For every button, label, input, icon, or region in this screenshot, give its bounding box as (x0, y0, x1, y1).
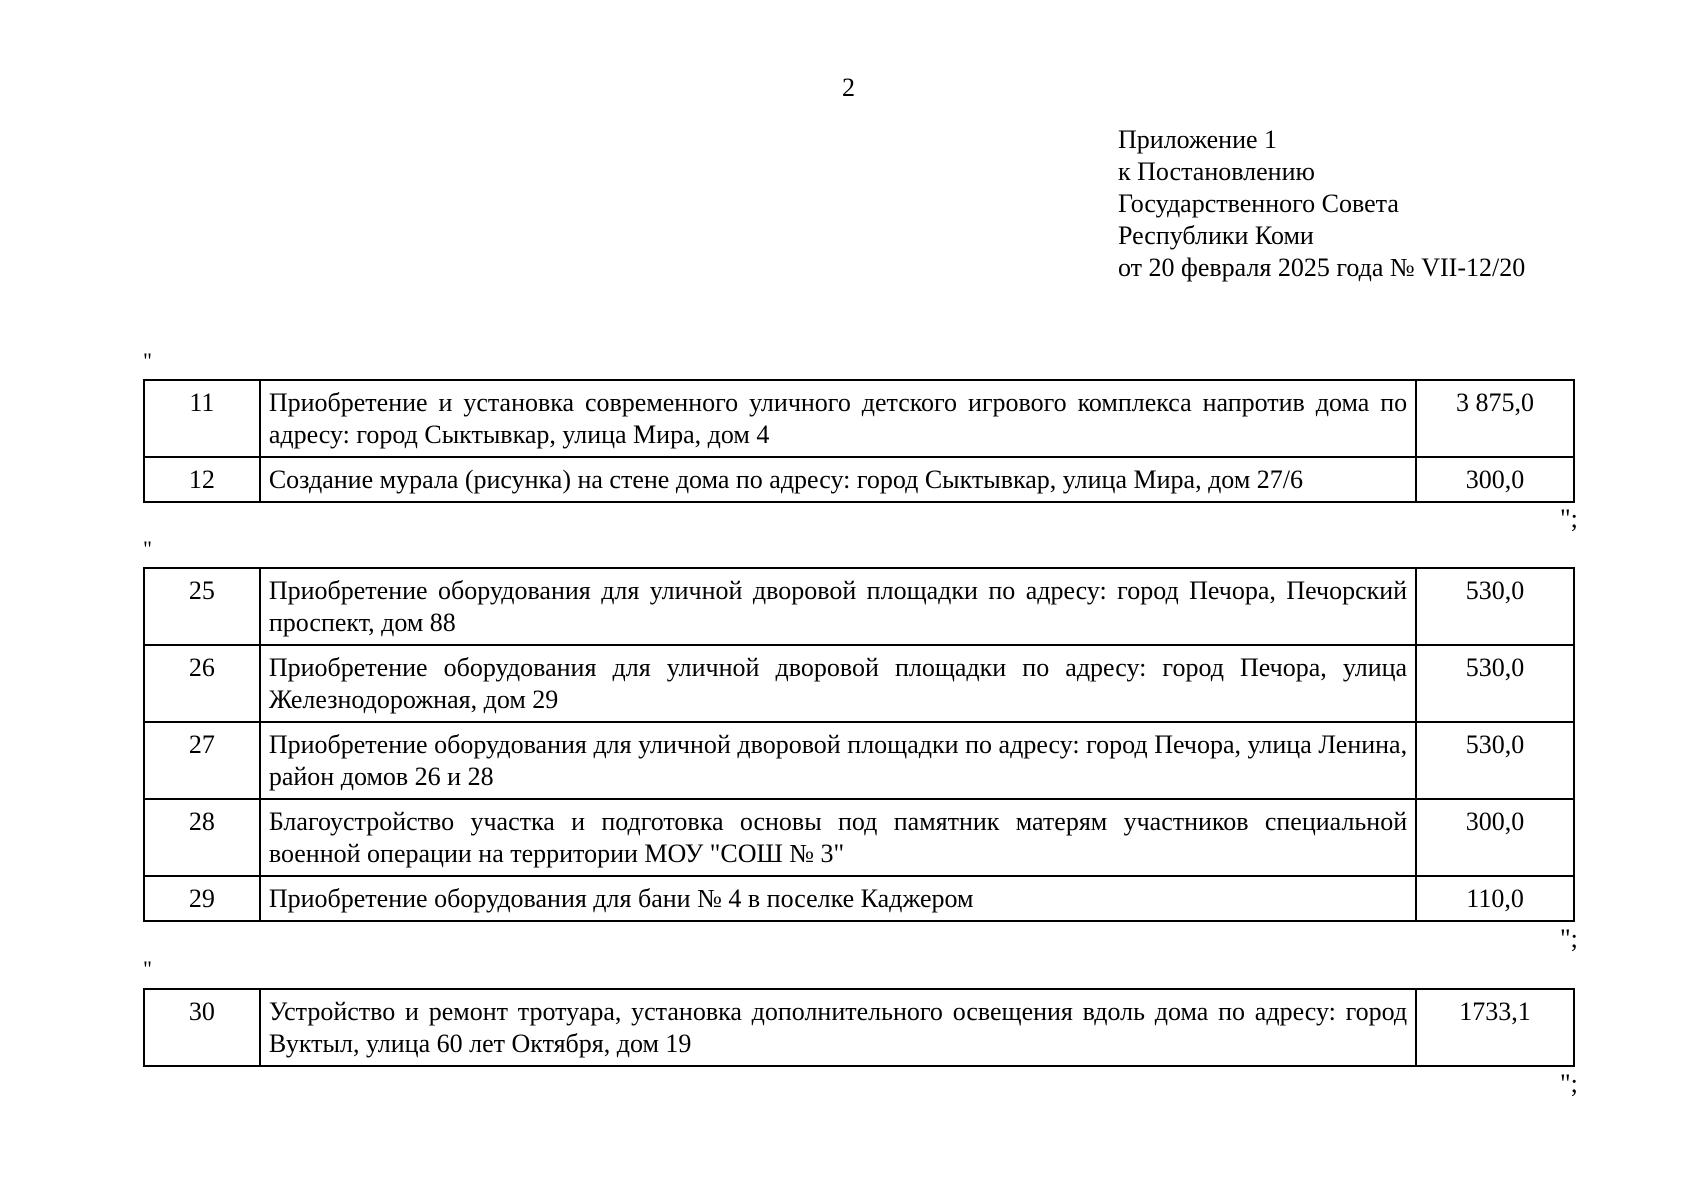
row-description: Приобретение и установка современного уличного детского игрового комплекса напротив дома по адресу: город Сыктывкар, улица Мира, дом 4 (260, 380, 1416, 457)
row-description: Приобретение оборудования для уличной дворовой площадки по адресу: город Печора, улица Железнодорожная, дом 29 (260, 645, 1416, 722)
table-row (144, 876, 1574, 921)
items-table (143, 567, 1575, 922)
row-description: Приобретение оборудования для уличной дворовой площадки по адресу: город Печора, Печорский проспект, дом 88 (260, 568, 1416, 645)
table-row (144, 568, 1574, 645)
closing-quote: "; (1560, 1069, 1578, 1098)
row-amount: 530,0 (1416, 568, 1574, 645)
row-amount: 110,0 (1416, 876, 1574, 921)
row-number: 26 (144, 645, 260, 722)
row-number: 29 (144, 876, 260, 921)
appendix-line: Приложение 1 (1118, 125, 1278, 154)
row-number: 30 (144, 989, 260, 1066)
row-description: Благоустройство участка и подготовка основы под памятник матерям участников специальной военной операции на территории МОУ "СОШ № 3" (260, 799, 1416, 876)
opening-quote: " (143, 536, 152, 561)
page-number: 2 (842, 73, 855, 102)
table-row (144, 457, 1574, 502)
table-row (144, 799, 1574, 876)
row-amount: 3 875,0 (1416, 380, 1574, 457)
table-row (144, 645, 1574, 722)
appendix-line: Республики Коми (1118, 221, 1314, 250)
row-description: Устройство и ремонт тротуара, установка дополнительного освещения вдоль дома по адресу: город Вуктыл, улица 60 лет Октября, дом 19 (260, 989, 1416, 1066)
opening-quote: " (143, 348, 152, 373)
row-number: 27 (144, 722, 260, 799)
table-row (144, 380, 1574, 457)
appendix-header (1118, 124, 1525, 284)
items-table (143, 988, 1575, 1067)
row-description: Создание мурала (рисунка) на стене дома по адресу: город Сыктывкар, улица Мира, дом 27/6 (260, 457, 1416, 502)
row-amount: 300,0 (1416, 799, 1574, 876)
appendix-line: к Постановлению (1118, 157, 1315, 186)
row-amount: 530,0 (1416, 722, 1574, 799)
opening-quote: " (143, 956, 152, 981)
closing-quote: "; (1560, 924, 1578, 953)
row-amount: 300,0 (1416, 457, 1574, 502)
row-amount: 530,0 (1416, 645, 1574, 722)
row-description: Приобретение оборудования для уличной дворовой площадки по адресу: город Печора, улица Ленина, район домов 26 и 28 (260, 722, 1416, 799)
appendix-line: Государственного Совета (1118, 189, 1399, 218)
items-table (143, 379, 1575, 503)
closing-quote: "; (1560, 504, 1578, 533)
table-row (144, 722, 1574, 799)
table-row (144, 989, 1574, 1066)
row-number: 28 (144, 799, 260, 876)
appendix-line: от 20 февраля 2025 года № VII-12/20 (1118, 253, 1526, 282)
row-number: 12 (144, 457, 260, 502)
row-number: 11 (144, 380, 260, 457)
row-description: Приобретение оборудования для бани № 4 в поселке Каджером (260, 876, 1416, 921)
row-number: 25 (144, 568, 260, 645)
row-amount: 1733,1 (1416, 989, 1574, 1066)
